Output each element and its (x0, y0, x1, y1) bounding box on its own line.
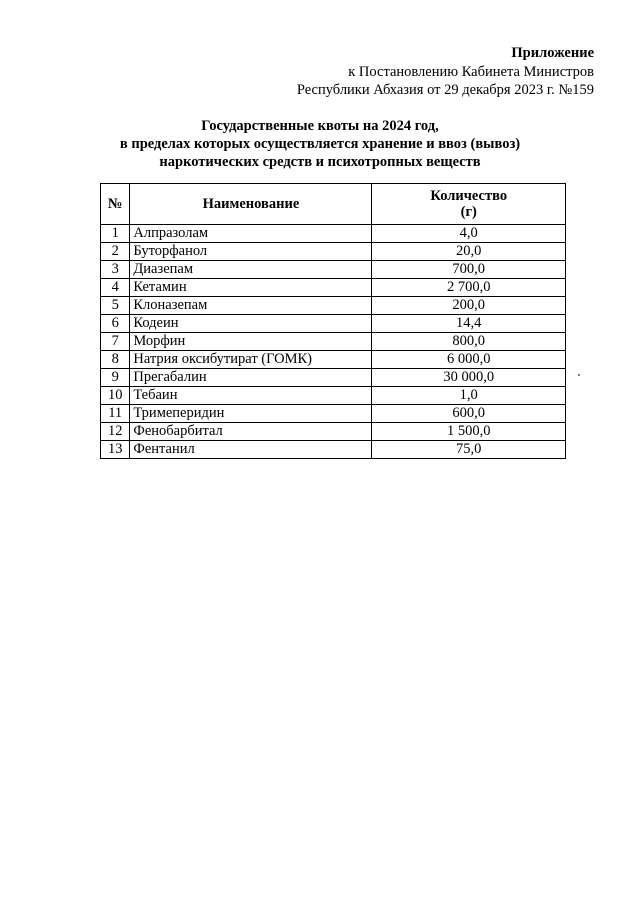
row-quantity: 14,4 (372, 315, 566, 333)
table-row (101, 369, 566, 387)
row-number: 2 (101, 243, 130, 261)
appendix-header (297, 44, 594, 100)
header-number: № (101, 184, 130, 225)
row-substance-name: Натрия оксибутират (ГОМК) (130, 351, 372, 369)
row-quantity: 4,0 (372, 225, 566, 243)
row-quantity: 30 000,0 (372, 369, 566, 387)
row-substance-name: Прегабалин (130, 369, 372, 387)
table-row (101, 315, 566, 333)
header-name: Наименование (130, 184, 372, 225)
row-quantity: 2 700,0 (372, 279, 566, 297)
table-header-row (101, 184, 566, 225)
row-number: 12 (101, 423, 130, 441)
row-substance-name: Тримеперидин (130, 405, 372, 423)
table-row (101, 405, 566, 423)
row-substance-name: Алпразолам (130, 225, 372, 243)
row-number: 10 (101, 387, 130, 405)
row-quantity: 75,0 (372, 441, 566, 459)
table-body (101, 225, 566, 459)
table-row (101, 225, 566, 243)
row-number: 7 (101, 333, 130, 351)
row-substance-name: Морфин (130, 333, 372, 351)
table-row (101, 387, 566, 405)
row-quantity: 700,0 (372, 261, 566, 279)
appendix-label: Приложение (511, 45, 594, 61)
row-quantity: 1,0 (372, 387, 566, 405)
quota-table (100, 183, 566, 459)
row-number: 1 (101, 225, 130, 243)
table-row (101, 351, 566, 369)
row-number: 8 (101, 351, 130, 369)
row-substance-name: Клоназепам (130, 297, 372, 315)
row-substance-name: Кетамин (130, 279, 372, 297)
document-title (0, 117, 640, 171)
table-row (101, 441, 566, 459)
row-substance-name: Буторфанол (130, 243, 372, 261)
row-substance-name: Фенобарбитал (130, 423, 372, 441)
scan-speck (578, 374, 580, 376)
row-number: 11 (101, 405, 130, 423)
resolution-reference: к Постановлению Кабинета Министров (348, 63, 594, 80)
table-row (101, 279, 566, 297)
table-row (101, 333, 566, 351)
row-quantity: 1 500,0 (372, 423, 566, 441)
table-row (101, 297, 566, 315)
row-substance-name: Диазепам (130, 261, 372, 279)
title-line-3: наркотических средств и психотропных веществ (159, 154, 481, 170)
table-row (101, 243, 566, 261)
resolution-date-number: Республики Абхазия от 29 декабря 2023 г. №159 (296, 82, 594, 98)
header-quantity-label: Количество (430, 188, 508, 204)
row-quantity: 20,0 (372, 243, 566, 261)
row-substance-name: Кодеин (130, 315, 372, 333)
row-number: 9 (101, 369, 130, 387)
row-quantity: 200,0 (372, 297, 566, 315)
row-number: 6 (101, 315, 130, 333)
title-line-2: в пределах которых осуществляется хранение и ввоз (вывоз) (119, 136, 521, 152)
row-number: 4 (101, 279, 130, 297)
row-number: 5 (101, 297, 130, 315)
title-line-1: Государственные квоты на 2024 год, (201, 118, 439, 134)
row-quantity: 800,0 (372, 333, 566, 351)
row-number: 3 (101, 261, 130, 279)
row-quantity: 6 000,0 (372, 351, 566, 369)
row-substance-name: Тебаин (130, 387, 372, 405)
header-quantity (372, 184, 566, 225)
header-quantity-unit: (г) (460, 204, 477, 220)
table-row (101, 423, 566, 441)
row-number: 13 (101, 441, 130, 459)
row-quantity: 600,0 (372, 405, 566, 423)
row-substance-name: Фентанил (130, 441, 372, 459)
table-row (101, 261, 566, 279)
